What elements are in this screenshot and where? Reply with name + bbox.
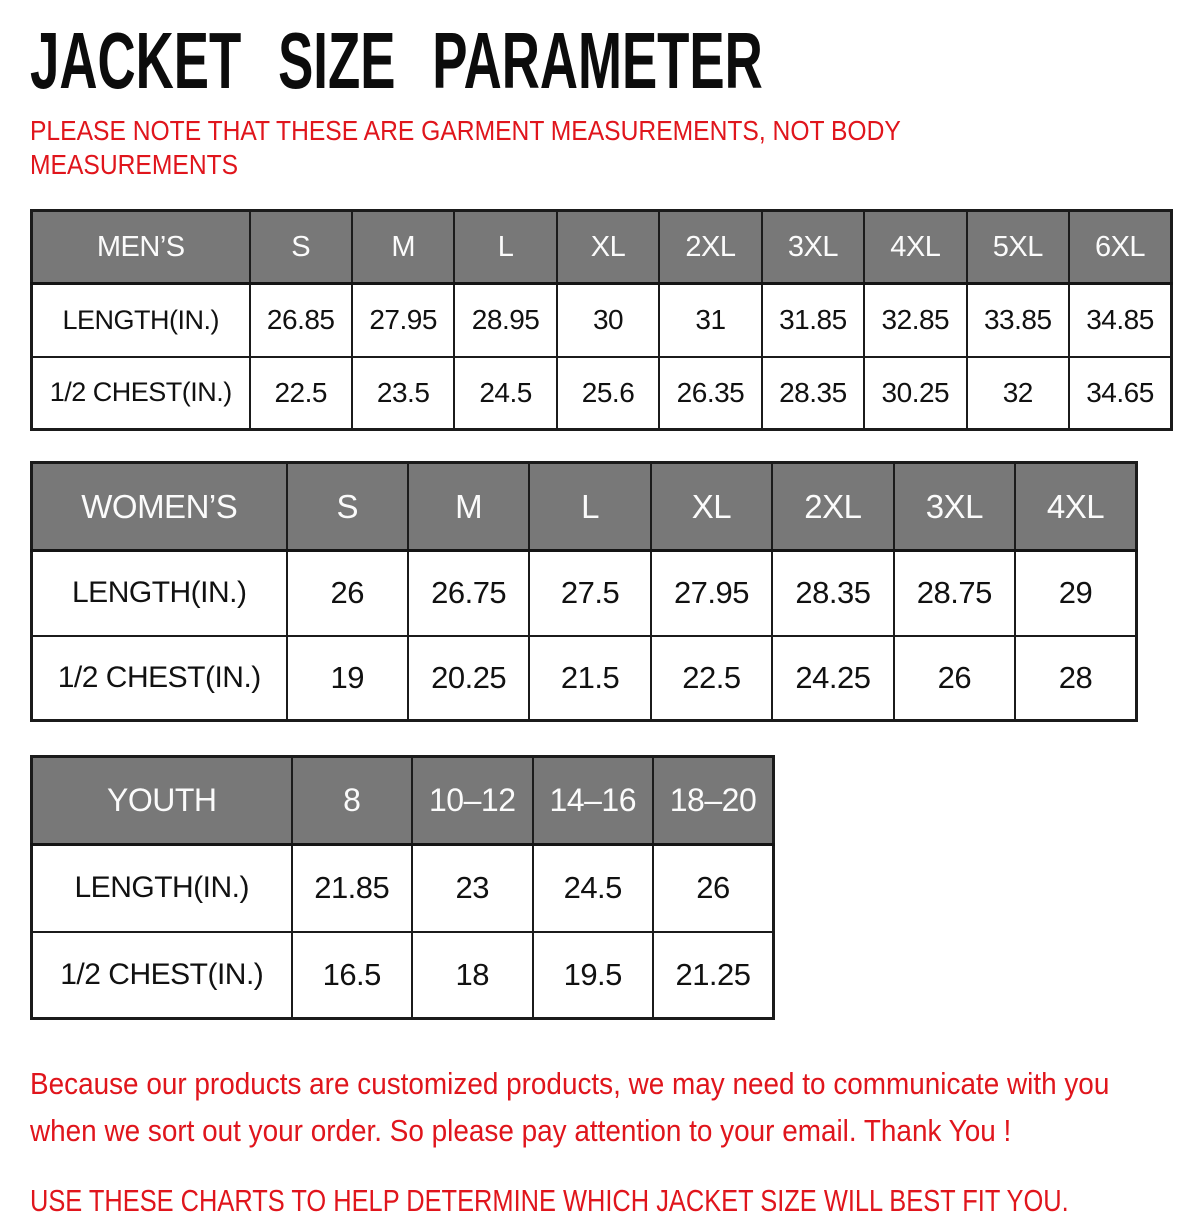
size-header-cell: S <box>287 463 408 551</box>
size-value-cell: 28.35 <box>762 357 864 430</box>
size-value-cell: 21.25 <box>653 932 774 1019</box>
size-value-cell: 34.85 <box>1069 284 1172 357</box>
mens-chest-row <box>32 357 1172 430</box>
size-value-cell: 31 <box>659 284 761 357</box>
size-value-cell: 27.5 <box>529 551 650 636</box>
size-header-cell: 4XL <box>1015 463 1136 551</box>
size-value-cell: 20.25 <box>408 636 529 721</box>
garment-measurement-note <box>30 114 1200 182</box>
size-value-cell: 34.65 <box>1069 357 1172 430</box>
size-header-cell: 2XL <box>659 211 761 284</box>
size-value-cell: 26.75 <box>408 551 529 636</box>
size-value-cell: 32 <box>967 357 1069 430</box>
row-label-cell: LENGTH(IN.) <box>32 845 292 932</box>
size-value-cell: 26 <box>653 845 774 932</box>
row-label-cell: 1/2 CHEST(IN.) <box>32 357 250 430</box>
size-value-cell: 27.95 <box>352 284 454 357</box>
chart-usage-note: USE THESE CHARTS TO HELP DETERMINE WHICH JACKET SIZE WILL BEST FIT YOU. <box>30 1183 1069 1218</box>
row-label-cell: 1/2 CHEST(IN.) <box>32 932 292 1019</box>
size-header-cell: 8 <box>292 757 413 845</box>
size-value-cell: 28.35 <box>772 551 893 636</box>
garment-measurement-note-line1: PLEASE NOTE THAT THESE ARE GARMENT MEASUREMENTS, NOT BODY <box>30 115 901 146</box>
size-header-cell: 6XL <box>1069 211 1172 284</box>
youth-header-row <box>32 757 774 845</box>
mens-length-row <box>32 284 1172 357</box>
size-value-cell: 29 <box>1015 551 1136 636</box>
size-value-cell: 21.5 <box>529 636 650 721</box>
size-header-cell: XL <box>651 463 772 551</box>
size-header-cell: M <box>408 463 529 551</box>
size-value-cell: 28 <box>1015 636 1136 721</box>
size-value-cell: 27.95 <box>651 551 772 636</box>
size-header-cell: 18–20 <box>653 757 774 845</box>
youth-chest-row <box>32 932 774 1019</box>
size-value-cell: 26.35 <box>659 357 761 430</box>
youth-table-title: YOUTH <box>32 757 292 845</box>
mens-table-title: MEN’S <box>32 211 250 284</box>
customization-note-line1: Because our products are customized products, we may need to communicate with you <box>30 1066 1110 1101</box>
size-value-cell: 32.85 <box>864 284 966 357</box>
womens-table-title: WOMEN’S <box>32 463 287 551</box>
size-value-cell: 24.5 <box>454 357 556 430</box>
youth-size-table <box>30 755 775 1020</box>
size-header-cell: M <box>352 211 454 284</box>
womens-length-row <box>32 551 1137 636</box>
customization-note <box>30 1060 1200 1154</box>
size-value-cell: 26 <box>894 636 1015 721</box>
size-value-cell: 25.6 <box>557 357 659 430</box>
page-title <box>30 16 1200 105</box>
size-value-cell: 24.5 <box>533 845 654 932</box>
row-label-cell: LENGTH(IN.) <box>32 551 287 636</box>
page-title-text: JACKET SIZE PARAMETER <box>30 16 763 105</box>
size-value-cell: 18 <box>412 932 533 1019</box>
size-value-cell: 30 <box>557 284 659 357</box>
size-header-cell: 5XL <box>967 211 1069 284</box>
size-header-cell: S <box>250 211 352 284</box>
size-value-cell: 31.85 <box>762 284 864 357</box>
size-value-cell: 26.85 <box>250 284 352 357</box>
size-value-cell: 22.5 <box>250 357 352 430</box>
garment-measurement-note-line2: MEASUREMENTS <box>30 149 239 180</box>
row-label-cell: LENGTH(IN.) <box>32 284 250 357</box>
size-header-cell: 10–12 <box>412 757 533 845</box>
size-value-cell: 23 <box>412 845 533 932</box>
size-header-cell: 2XL <box>772 463 893 551</box>
womens-header-row <box>32 463 1137 551</box>
size-value-cell: 22.5 <box>651 636 772 721</box>
youth-length-row <box>32 845 774 932</box>
size-header-cell: 3XL <box>894 463 1015 551</box>
size-value-cell: 21.85 <box>292 845 413 932</box>
mens-header-row <box>32 211 1172 284</box>
size-header-cell: 4XL <box>864 211 966 284</box>
size-header-cell: 14–16 <box>533 757 654 845</box>
size-value-cell: 26 <box>287 551 408 636</box>
size-value-cell: 28.95 <box>454 284 556 357</box>
mens-size-table <box>30 209 1173 431</box>
size-header-cell: L <box>529 463 650 551</box>
customization-note-line2: when we sort out your order. So please pay attention to your email. Thank You ! <box>30 1113 1012 1148</box>
size-header-cell: L <box>454 211 556 284</box>
womens-size-table <box>30 461 1138 722</box>
row-label-cell: 1/2 CHEST(IN.) <box>32 636 287 721</box>
size-value-cell: 16.5 <box>292 932 413 1019</box>
size-value-cell: 33.85 <box>967 284 1069 357</box>
size-value-cell: 19 <box>287 636 408 721</box>
size-value-cell: 28.75 <box>894 551 1015 636</box>
size-value-cell: 30.25 <box>864 357 966 430</box>
womens-chest-row <box>32 636 1137 721</box>
size-header-cell: 3XL <box>762 211 864 284</box>
size-value-cell: 23.5 <box>352 357 454 430</box>
size-value-cell: 24.25 <box>772 636 893 721</box>
size-value-cell: 19.5 <box>533 932 654 1019</box>
size-header-cell: XL <box>557 211 659 284</box>
